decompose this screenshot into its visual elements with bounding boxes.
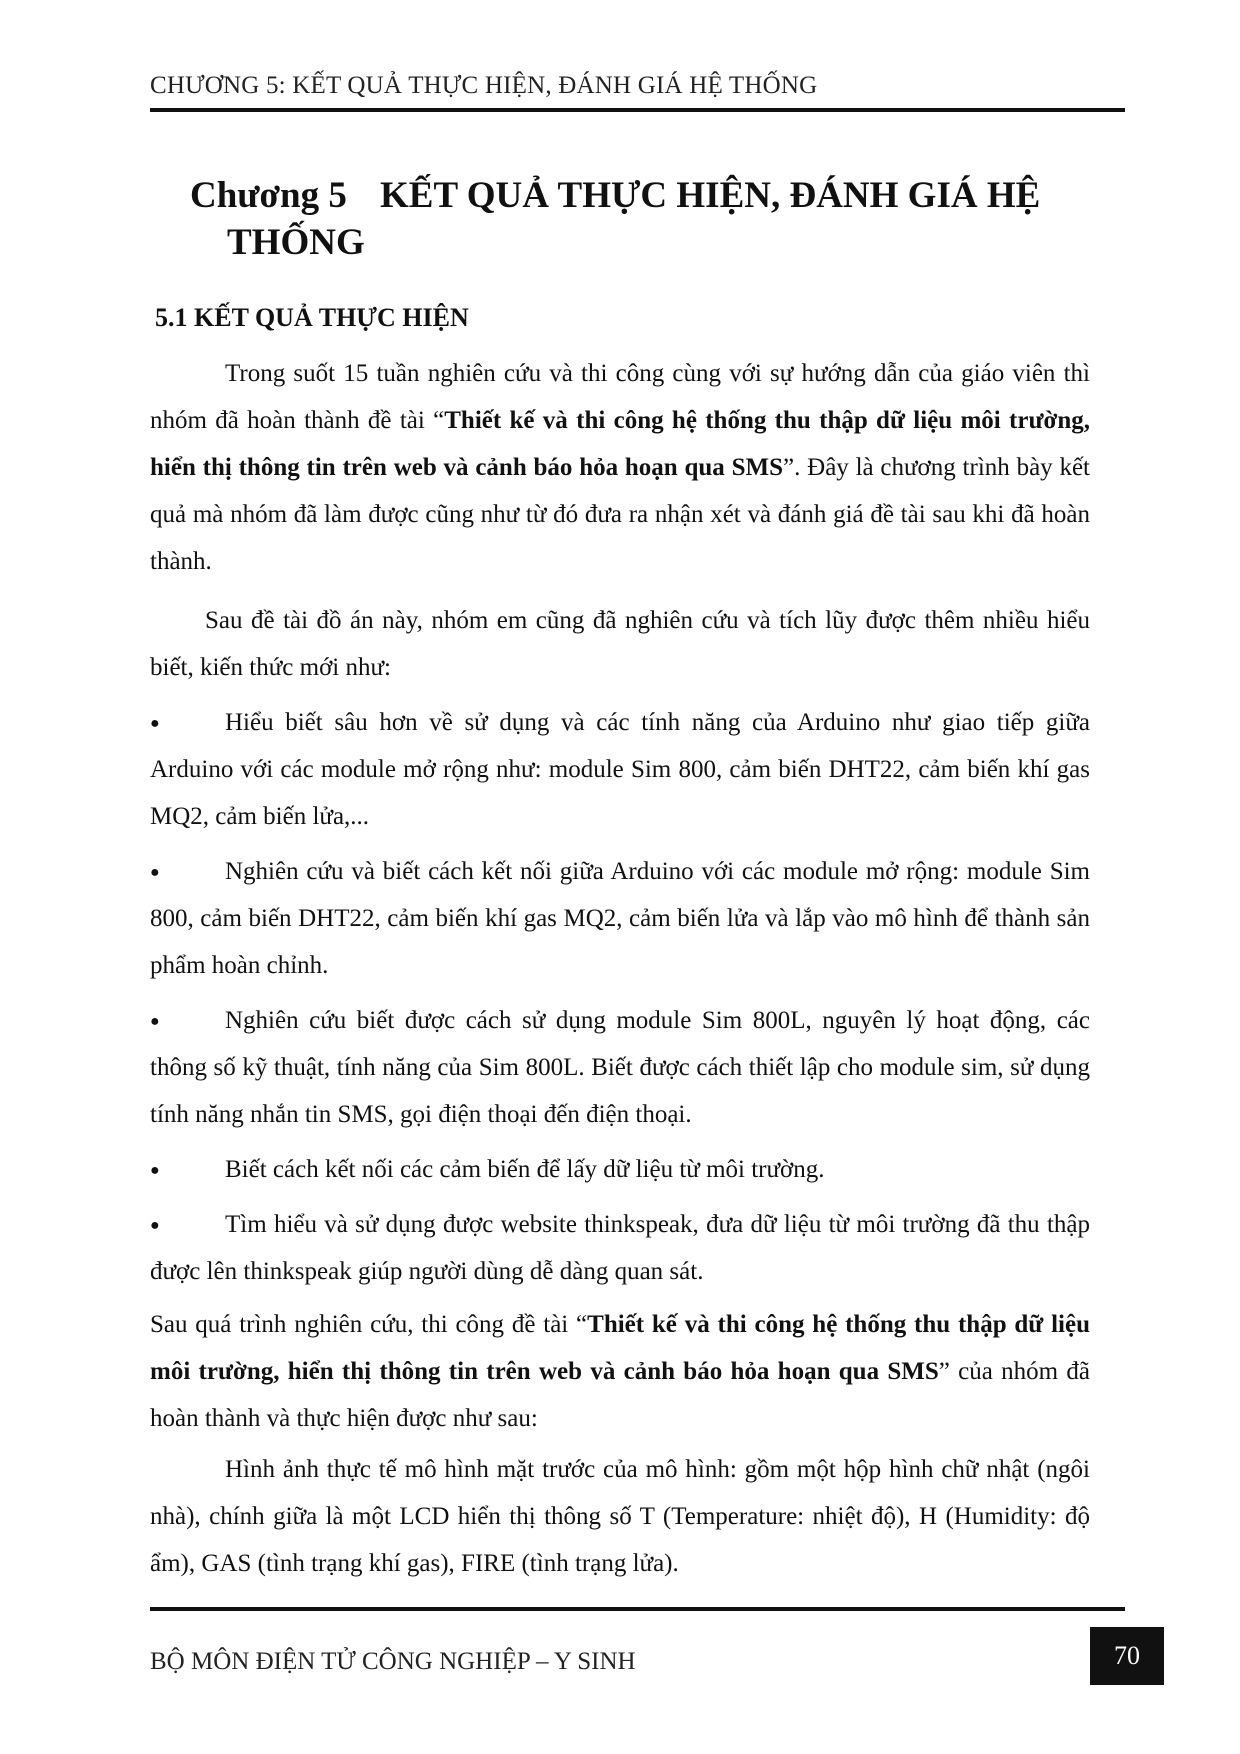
bullet-item xyxy=(150,848,1090,989)
project-title-bold: Thiết kế và thi công hệ thống thu thập dữ liệu môi trường, hiển thị thông tin trên web và cảnh báo hỏa hoạn qua SMS xyxy=(150,407,1090,481)
bullet-item xyxy=(150,1201,1090,1295)
chapter-number: Chương 5 xyxy=(190,175,347,216)
bullet-dot-icon: ● xyxy=(150,1162,160,1180)
bullet-text: Nghiên cứu biết được cách sử dụng module Sim 800L, nguyên lý hoạt động, các thông số kỹ thuật, tính năng của Sim 800L. Biết được cách thiết lập cho module sim, sử dụng tính năng nhắn tin SMS, gọi điện thoại đến điện thoại. xyxy=(150,1007,1090,1128)
paragraph-intro xyxy=(150,350,1090,585)
chapter-title xyxy=(190,172,1120,266)
page-number: 70 xyxy=(1090,1627,1164,1685)
section-title: 5.1 KẾT QUẢ THỰC HIỆN xyxy=(155,303,469,332)
running-header: CHƯƠNG 5: KẾT QUẢ THỰC HIỆN, ĐÁNH GIÁ HỆ THỐNG xyxy=(150,72,818,99)
bullet-dot-icon: ● xyxy=(150,1217,160,1235)
project-title-bold: Thiết kế và thi công hệ thống thu thập dữ liệu môi trường, hiển thị thông tin trên web và cảnh báo hỏa hoạn qua SMS xyxy=(150,1311,1090,1385)
footer-department: BỘ MÔN ĐIỆN TỬ CÔNG NGHIỆP – Y SINH xyxy=(150,1648,636,1675)
chapter-name-line2: THỐNG xyxy=(227,222,365,263)
bullet-dot-icon: ● xyxy=(150,715,160,733)
bullet-dot-icon: ● xyxy=(150,1013,160,1031)
paragraph-intro-post: ”. Đây là chương trình bày kết quả mà nhóm đã làm được cũng như từ đó đưa ra nhận xét và đánh giá đề tài sau khi đã hoàn thành. xyxy=(150,454,1090,575)
paragraph-intro-pre: Trong suốt 15 tuần nghiên cứu và thi công cùng với sự hướng dẫn của giáo viên thì nhóm đã hoàn thành đề tài “ xyxy=(150,360,1090,434)
bullet-text: Biết cách kết nối các cảm biến để lấy dữ liệu từ môi trường. xyxy=(225,1156,825,1183)
bullet-text: Hiểu biết sâu hơn về sử dụng và các tính năng của Arduino như giao tiếp giữa Arduino với các module mở rộng như: module Sim 800, cảm biến DHT22, cảm biến khí gas MQ2, cảm biến lửa,... xyxy=(150,709,1090,830)
bullet-item xyxy=(150,1146,1090,1193)
header-rule xyxy=(150,108,1125,112)
body-text xyxy=(150,350,1090,1587)
bullet-text: Nghiên cứu và biết cách kết nối giữa Arduino với các module mở rộng: module Sim 800, cảm biến DHT22, cảm biến khí gas MQ2, cảm biến lửa và lắp vào mô hình để thành sản phẩm hoàn chỉnh. xyxy=(150,858,1090,979)
chapter-name-line1: KẾT QUẢ THỰC HIỆN, ĐÁNH GIÁ HỆ xyxy=(380,175,1041,216)
bullet-dot-icon: ● xyxy=(150,864,160,882)
bullet-text: Tìm hiểu và sử dụng được website thinkspeak, đưa dữ liệu từ môi trường đã thu thập được lên thinkspeak giúp người dùng dễ dàng quan sát. xyxy=(150,1211,1090,1285)
paragraph-result-post: ” của nhóm đã hoàn thành và thực hiện được như sau: xyxy=(150,1358,1090,1432)
paragraph-result-pre: Sau quá trình nghiên cứu, thi công đề tài “ xyxy=(150,1311,588,1338)
paragraph-model-description: Hình ảnh thực tế mô hình mặt trước của mô hình: gồm một hộp hình chữ nhật (ngôi nhà), chính giữa là một LCD hiển thị thông số T (Temperature: nhiệt độ), H (Humidity: độ ẩm), GAS (tình trạng khí gas), FIRE (tình trạng lửa). xyxy=(150,1456,1090,1577)
footer-rule xyxy=(150,1607,1125,1611)
paragraph-result xyxy=(150,1301,1090,1442)
paragraph-knowledge: Sau đề tài đồ án này, nhóm em cũng đã nghiên cứu và tích lũy được thêm nhiều hiểu biết, kiến thức mới như: xyxy=(150,607,1090,681)
bullet-item xyxy=(150,997,1090,1138)
bullet-item xyxy=(150,699,1090,840)
